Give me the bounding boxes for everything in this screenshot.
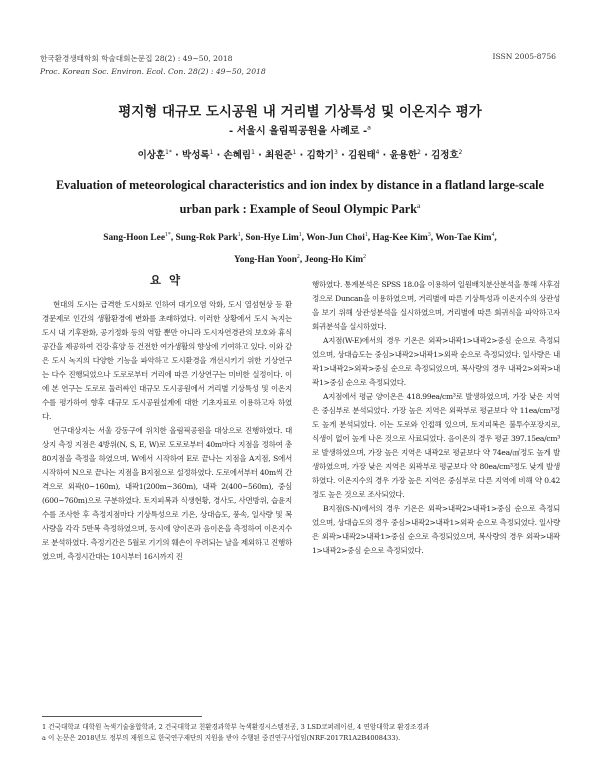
- author-name: 박성록: [182, 150, 210, 161]
- author-affiliation-mark: 4: [375, 149, 380, 156]
- author-name: 이상훈: [137, 150, 166, 161]
- author-list-en: Sang-Hoon Lee$^{1*}$, Sung-Rok Park$^1$, Son-Hye Lim$^1$, Won-Jun Choi$^1$, Hag-Kee Kim$^3$, Won-Tae Kim$^4$, Yong-Han Yoon$^2$, Jeong-Ho Kim$^2$: [103, 231, 497, 265]
- author-affiliation-mark: 1: [209, 149, 214, 156]
- author-list-ko: 이상훈$^{1*}$ · 박성록$^1$ · 손혜림$^1$ · 최원준$^1$ · 김학기$^3$ · 김원태$^4$ · 윤용한$^2$ · 김정호$^2$: [137, 149, 463, 161]
- author-name: 최원준: [265, 150, 293, 161]
- author: [265, 150, 296, 161]
- subtitle-footnote-mark: a: [367, 124, 371, 132]
- abstract-paragraph: B지점(S-N)에서의 경우 기온은 외곽>내곽2>내곽1>중심 순으로 측정되었으며, 상대습도의 경우 중심>내곽2>내곽1>외곽 순으로 측정되었다. 일사량은 외곽>내곽2>내곽1>중심 순으로 측정되었으며, 복사량의 경우 외곽>내곽1>내곽2>중심 순으로 측정되었다.: [312, 504, 560, 555]
- author: [138, 150, 172, 161]
- author-affiliation-mark: 2: [417, 149, 421, 156]
- journal-citation-ko: 한국환경생태학회 학술대회논문집 28(2) : 49~50, 2018: [40, 54, 233, 63]
- author: [176, 233, 241, 243]
- author-name: Jeong-Ho Kim: [304, 255, 364, 265]
- author-affiliation-mark: 1: [251, 149, 255, 156]
- author-name: Won-Tae Kim: [435, 233, 492, 243]
- author: [224, 150, 255, 161]
- author-affiliation-mark: 1: [237, 231, 241, 238]
- author: [182, 150, 213, 161]
- abstract-heading: 요 약: [149, 273, 183, 287]
- author-affiliation-mark: 1*: [165, 231, 171, 238]
- paper-title-en: [40, 173, 560, 221]
- author: [435, 233, 494, 243]
- footnote: a 이 논문은 2018년도 정부의 재원으로 한국연구재단의 지원을 받아 수행된 중견연구사업임(NRF-2017R1A2B4008433).: [42, 734, 401, 742]
- author: [305, 255, 367, 265]
- author-name: 손혜림: [223, 150, 252, 161]
- author-affiliation-mark: 3: [427, 231, 431, 238]
- author-name: 김정호: [431, 150, 459, 161]
- abstract-paragraph: A지점(W-E)에서의 경우 기온은 외곽>내곽1>내곽2>중심 순으로 측정되었으며, 상대습도는 중심>내곽2>내곽1>외곽 순으로 측정되었다. 일사량은 내곽1>내곽2>외곽>중심 순으로 측정되었으며, 복사량의 경우 내곽2>외곽>내곽1>중심 순으로 측정되었다.: [312, 336, 560, 387]
- author-affiliation-mark: 3: [334, 149, 338, 156]
- author: [372, 233, 430, 243]
- author-name: Yong-Han Yoon: [233, 255, 297, 265]
- author-affiliation-mark: 2: [296, 253, 300, 260]
- title-en-text: Evaluation of meteorological characteristics and ion index by distance in a flatland large-scale urban park : Example of Seoul Olympic Park: [56, 178, 544, 216]
- issn: ISSN 2005-8756: [492, 52, 556, 61]
- author: [431, 150, 462, 161]
- author-name: Won-Jun Choi: [306, 233, 365, 243]
- author-name: Sang-Hoon Lee: [103, 233, 165, 243]
- footnote: 1 건국대학교 대학원 녹색기술융합학과, 2 건국대학교 친환경과학부 녹색환경시스템전공, 3 LSD코퍼레이션, 4 연암대학교 환경조경과: [42, 723, 430, 731]
- footnote-divider: [42, 716, 202, 717]
- abstract-paragraph: 행하였다. 통계분석은 SPSS 18.0을 이용하여 일원배치분산분석을 통해 사후검정으로 Duncan을 이용하였으며, 거리별에 따른 기상특성과 이온지수의 상관성을 보기 위해 상관성분석을 실시하였으며, 거리별에 따른 회귀식을 파악하고자 회귀분석을 실시하였다.: [312, 280, 560, 331]
- abstract-paragraph: A지점에서 평균 양이온은 418.99ea/cm³로 발생하였으며, 가장 낮은 지역은 중심부로 분석되었다. 가장 높은 지역은 외곽부로 평균보다 약 11ea/cm³정도 높게 분석되었다. 이는 도로와 인접해 있으며, 토지피복은 불투수포장지로, 식생이 없어 높게 나온 것으로 사료되었다. 음이온의 경우 평균 397.15ea/cm³로 발생하였으며, 가장 높은 지역은 내곽2로 평균보다 약 74ea/㎤정도 높게 발생하였으며, 가장 낮은 지역은 외곽부로 평균보다 약 80ea/cm³정도 낮게 발생하였다. 이온지수의 경우 가장 높은 지역은 중심부로 다른 지역에 비해 약 0.42정도 높은 것으로 조사되었다.: [312, 392, 560, 499]
- author-name: Hag-Kee Kim: [372, 233, 428, 243]
- journal-header: [40, 52, 266, 78]
- author: [234, 255, 300, 265]
- author: [245, 233, 301, 243]
- footnotes: [42, 722, 562, 744]
- author-name: Sung-Rok Park: [175, 233, 238, 243]
- author-name: 윤용한: [389, 150, 418, 161]
- paper-subtitle-ko: [0, 122, 600, 137]
- title-en-footnote-mark: a: [416, 200, 421, 210]
- author-affiliation-mark: 4: [491, 231, 495, 238]
- author: [390, 150, 421, 161]
- author-name: 김학기: [306, 150, 335, 161]
- author-affiliation-mark: 2: [363, 253, 367, 260]
- author-affiliation-mark: 2: [458, 149, 463, 156]
- author: [307, 150, 338, 161]
- abstract-paragraph: 연구대상지는 서울 강동구에 위치한 올림픽공원을 대상으로 진행하였다. 대상지 측정 지점은 4방위(N, S, E, W)로 도로로부터 40m마다 지점을 정하여 총 80지점을 측정을 하였으며, W에서 시작하여 E로 끝나는 지점을 A지점, S에서 시작하여 N으로 끝나는 지점을 B지점으로 설정하였다. 도로에서부터 40m씩 간격으로 외곽(0~160m), 내곽1(200m~360m), 내곽 2(400~560m), 중심(600~760m)으로 구분하였다. 토지피복과 식생현황, 경사도, 사면방위, 습윤지수를 조사한 후 측정지점마다 기상특성으로 기온, 상대습도, 풍속, 일사량 및 복사량을 각각 5반복 측정하였으며, 동시에 양이온과 음이온을 측정하여 이온지수로 분석하였다. 측정기간은 5월로 기기의 훼손이 우려되는 날을 제외하고 진행하였으며, 측정시간대는 10시부터 16시까지 진: [42, 426, 292, 561]
- author-name: Son-Hye Lim: [245, 233, 299, 243]
- author: [103, 233, 171, 243]
- abstract-paragraph: 현대의 도시는 급격한 도시화로 인하여 대기오염 악화, 도시 열섬현상 등 환경문제로 인간의 생활환경에 변화를 초래하였다. 이러한 상황에서 도시 녹지는 도시 내 기후완화, 공기정화 등의 역할 뿐만 아니라 도시자연경관의 보호와 휴식공간을 제공하여 건강·휴양 등 건전한 여가생활의 향상에 기여하고 있다. 이와 같은 도시 녹지의 다양한 기능을 파악하고 도시환경을 개선시키기 위한 기상연구는 다수 진행되었으나 도로로부터 거리에 따른 기상연구는 미비한 실정이다. 이에 본 연구는 도로로 둘러싸인 대규모 도시공원에서 거리별 기상특성 및 이온지수를 평가하여 향후 대규모 도시공원설계에 대한 기초자료로 이용하고자 하였다.: [42, 300, 292, 421]
- paper-title-ko: 평지형 대규모 도시공원 내 거리별 기상특성 및 이온지수 평가: [118, 104, 482, 120]
- author-affiliation-mark: 1: [292, 149, 297, 156]
- author: [306, 233, 368, 243]
- subtitle-text: - 서울시 올림픽공원을 사례로 -: [229, 126, 368, 137]
- author-affiliation-mark: 1*: [165, 149, 172, 156]
- author-affiliation-mark: 1: [298, 231, 302, 238]
- abstract-left-column: [42, 298, 292, 564]
- author-affiliation-mark: 1: [364, 231, 368, 238]
- author-name: 김원태: [348, 150, 376, 161]
- author: [348, 150, 379, 161]
- abstract-right-column: [312, 278, 560, 558]
- journal-citation-en: Proc. Korean Soc. Environ. Ecol. Con. 28(2) : 49~50, 2018: [40, 67, 266, 76]
